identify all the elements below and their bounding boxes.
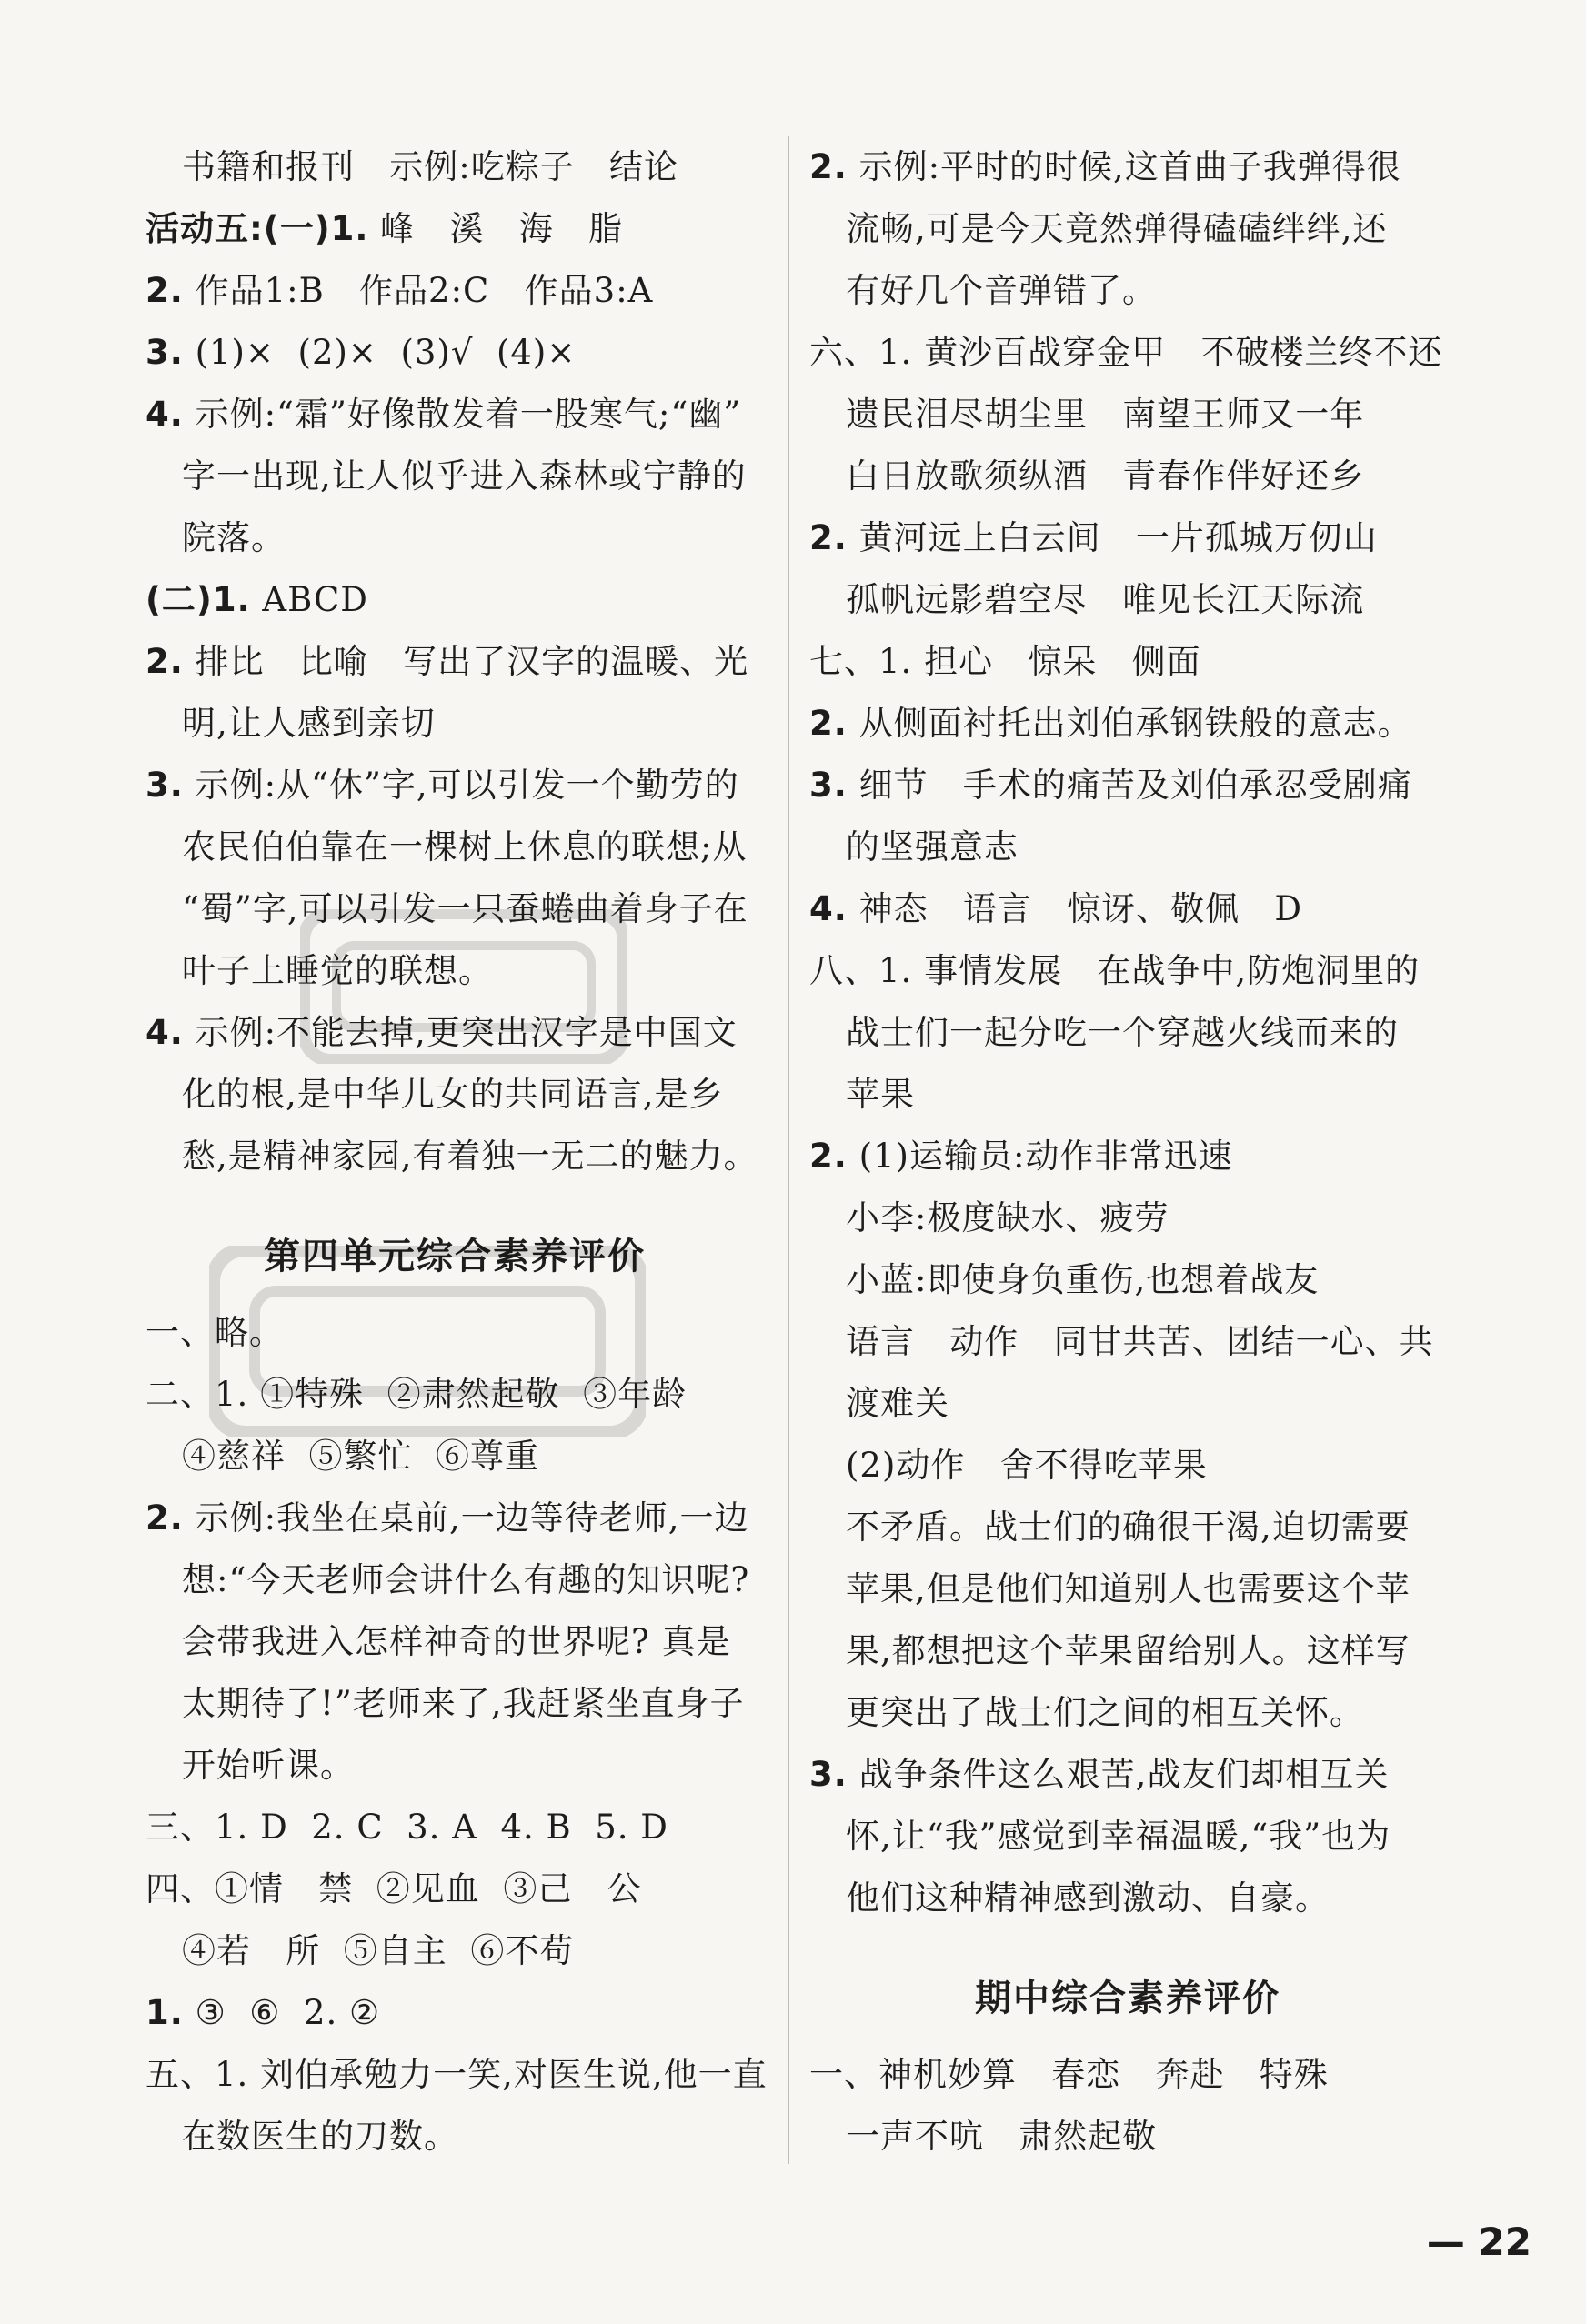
answer-line <box>809 1744 1446 1806</box>
answer-line <box>809 260 1446 322</box>
answer-line <box>146 1426 764 1488</box>
question-number: 2. <box>809 147 848 186</box>
answer-line <box>146 2044 768 2106</box>
answer-text: 细节 手术的痛苦及刘伯承忍受剧痛 <box>847 766 1412 805</box>
answer-line <box>146 878 764 940</box>
answer-text: 不矛盾。战士们的确很干渴,迫切需要 <box>846 1508 1410 1547</box>
answer-text: 三、1. D 2. C 3. A 4. B 5. D <box>146 1808 668 1847</box>
question-number: 活动五:(一)1. <box>146 209 369 248</box>
answer-text: 苹果 <box>846 1075 915 1114</box>
answer-line <box>809 755 1446 816</box>
answer-line <box>146 1126 764 1187</box>
answer-text: 会带我进入怎样神奇的世界呢? 真是 <box>182 1622 731 1661</box>
answer-line <box>146 1797 764 1858</box>
answer-line <box>809 693 1446 755</box>
answer-line <box>146 2106 764 2168</box>
answer-text: 示例:从“休”字,可以引发一个勤劳的 <box>183 766 739 805</box>
page-number: — 22 <box>1426 2219 1531 2264</box>
right-column <box>809 136 1446 2168</box>
answer-text: 太期待了!”老师来了,我赶紧坐直身子 <box>182 1684 745 1723</box>
answer-text: 二、1. ①特殊 ②肃然起敬 ③年龄 <box>146 1375 688 1414</box>
answer-line <box>146 1488 764 1549</box>
answer-line <box>146 755 764 816</box>
answer-text: 字一出现,让人似乎进入森林或宁静的 <box>182 456 747 496</box>
question-number: 3. <box>809 766 848 805</box>
answer-line <box>146 693 764 755</box>
answer-line <box>146 816 764 878</box>
answer-line <box>809 878 1446 940</box>
answer-line <box>809 1558 1446 1620</box>
answer-line <box>146 322 764 384</box>
answer-line <box>809 816 1446 878</box>
question-number: (二)1. <box>146 580 251 619</box>
answer-text: 有好几个音弹错了。 <box>846 271 1157 310</box>
answer-text: 果,都想把这个苹果留给别人。这样写 <box>846 1631 1410 1670</box>
answer-line <box>146 1364 764 1426</box>
answer-text: 峰 溪 海 脂 <box>368 209 624 248</box>
question-number: 4. <box>809 889 848 928</box>
answer-line <box>146 1920 764 1982</box>
answer-line <box>809 384 1446 446</box>
answer-text: 苹果,但是他们知道别人也需要这个苹 <box>846 1569 1410 1608</box>
answer-text: ③ ⑥ 2. ② <box>183 1993 381 2032</box>
answer-text: 一声不吭 肃然起敬 <box>846 2117 1158 2156</box>
answer-text: 想:“今天老师会讲什么有趣的知识呢? <box>182 1560 750 1599</box>
answer-text: 神态 语言 惊讶、敬佩 D <box>847 889 1303 928</box>
answer-line <box>809 940 1446 1002</box>
question-number: 3. <box>146 766 184 805</box>
answer-text: 遗民泪尽胡尘里 南望王师又一年 <box>846 395 1365 434</box>
answer-line <box>146 1549 764 1611</box>
answer-text: 六、1. 黄沙百战穿金甲 不破楼兰终不还 <box>809 333 1443 372</box>
answer-text: 示例:我坐在桌前,一边等待老师,一边 <box>183 1498 749 1538</box>
answer-line <box>809 1682 1446 1744</box>
answer-text: 示例:平时的时候,这首曲子我弹得很 <box>847 147 1401 186</box>
answer-line <box>146 631 764 693</box>
question-number: 4. <box>146 395 184 434</box>
answer-text: 小蓝:即使身负重伤,也想着战友 <box>846 1260 1320 1299</box>
answer-line <box>809 136 1446 198</box>
answer-text: 从侧面衬托出刘伯承钢铁般的意志。 <box>847 704 1412 743</box>
answer-line <box>809 2044 1446 2106</box>
answer-line <box>809 1806 1446 1868</box>
question-number: 2. <box>146 271 184 310</box>
answer-text: ④慈祥 ⑤繁忙 ⑥尊重 <box>182 1437 540 1476</box>
answer-line <box>809 1064 1446 1126</box>
answer-text: 渡难关 <box>846 1384 949 1423</box>
answer-line <box>809 446 1446 507</box>
answer-text: (1)× (2)× (3)√ (4)× <box>183 333 577 372</box>
answer-line <box>146 1302 764 1364</box>
question-number: 1. <box>146 1993 184 2032</box>
answer-line <box>809 569 1446 631</box>
question-number: 2. <box>146 1498 184 1538</box>
answer-text: 流畅,可是今天竟然弹得磕磕绊绊,还 <box>846 209 1388 248</box>
answer-line <box>146 136 764 198</box>
question-number: 2. <box>809 1137 848 1176</box>
answer-text: 明,让人感到亲切 <box>182 704 436 743</box>
answer-text: 书籍和报刊 示例:吃粽子 结论 <box>182 147 679 186</box>
answer-text: 一、神机妙算 春恋 奔赴 特殊 <box>809 2055 1329 2094</box>
answer-line <box>809 1002 1446 1064</box>
answer-text: 他们这种精神感到激动、自豪。 <box>846 1878 1330 1918</box>
answer-text: ABCD <box>250 580 368 619</box>
answer-line <box>809 507 1446 569</box>
answer-text: 孤帆远影碧空尽 唯见长江天际流 <box>846 580 1365 619</box>
right-answers-part1 <box>809 136 1446 1929</box>
answer-line <box>146 1982 764 2044</box>
answer-line <box>146 446 764 507</box>
answer-line <box>809 1620 1446 1682</box>
answer-text: 四、①情 禁 ②见血 ③己 公 <box>146 1869 642 1908</box>
answer-line <box>809 198 1446 260</box>
answer-text: 五、1. 刘伯承勉力一笑,对医生说,他一直 <box>146 2055 768 2094</box>
answer-line <box>809 1373 1446 1435</box>
answer-text: 农民伯伯靠在一棵树上休息的联想;从 <box>182 827 748 866</box>
answer-line <box>809 1126 1446 1187</box>
answer-line <box>146 569 764 631</box>
answer-text: 化的根,是中华儿女的共同语言,是乡 <box>182 1075 724 1114</box>
answer-text: 语言 动作 同甘共苦、团结一心、共 <box>846 1322 1434 1361</box>
question-number: 3. <box>146 333 184 372</box>
answer-text: 作品1:B 作品2:C 作品3:A <box>183 271 654 310</box>
answer-text: 院落。 <box>182 518 286 557</box>
answer-line <box>146 1611 764 1673</box>
answer-text: 白日放歌须纵酒 青春作伴好还乡 <box>846 456 1365 496</box>
answer-line <box>146 260 764 322</box>
answer-text: 示例:“霜”好像散发着一股寒气;“幽” <box>183 395 742 434</box>
answer-line <box>146 1858 764 1920</box>
question-number: 2. <box>809 518 848 557</box>
answer-line <box>809 1311 1446 1373</box>
left-answers-part2 <box>146 1302 768 2168</box>
question-number: 2. <box>809 704 848 743</box>
answer-line <box>146 1002 764 1064</box>
answer-text: 八、1. 事情发展 在战争中,防炮洞里的 <box>809 951 1420 990</box>
question-number: 2. <box>146 642 184 681</box>
answer-text: ④若 所 ⑤自主 ⑥不苟 <box>182 1931 575 1970</box>
answer-text: 更突出了战士们之间的相互关怀。 <box>846 1693 1364 1732</box>
answer-text: 战争条件这么艰苦,战友们却相互关 <box>847 1755 1390 1794</box>
left-column <box>146 136 768 2168</box>
section-title-midterm: 期中综合素养评价 <box>975 1978 1280 2019</box>
answer-line <box>146 1673 764 1735</box>
question-number: 4. <box>146 1013 184 1052</box>
answer-text: 在数医生的刀数。 <box>182 2117 458 2156</box>
answer-line <box>146 1735 764 1797</box>
answer-text: 一、略。 <box>146 1313 284 1352</box>
answer-line <box>809 1187 1446 1249</box>
section-title-unit4: 第四单元综合素养评价 <box>264 1236 646 1277</box>
answer-text: 排比 比喻 写出了汉字的温暖、光 <box>183 642 749 681</box>
answer-text: 叶子上睡觉的联想。 <box>182 951 493 990</box>
question-number: 3. <box>809 1755 848 1794</box>
answer-line <box>809 631 1446 693</box>
answer-line <box>809 1868 1446 1929</box>
answer-line <box>146 198 764 260</box>
answer-text: 怀,让“我”感觉到幸福温暖,“我”也为 <box>846 1817 1391 1856</box>
answer-line <box>809 1497 1446 1558</box>
right-answers-part2 <box>809 2044 1446 2168</box>
answer-text: (2)动作 舍不得吃苹果 <box>846 1446 1208 1485</box>
column-divider <box>788 136 789 2164</box>
answer-text: 七、1. 担心 惊呆 侧面 <box>809 642 1201 681</box>
answer-text: (1)运输员:动作非常迅速 <box>847 1137 1233 1176</box>
answer-text: “蜀”字,可以引发一只蚕蜷曲着身子在 <box>182 889 748 928</box>
answer-line <box>809 1435 1446 1497</box>
answer-line <box>146 507 764 569</box>
answer-line <box>809 322 1446 384</box>
answer-text: 战士们一起分吃一个穿越火线而来的 <box>846 1013 1399 1052</box>
left-answers-part1 <box>146 136 764 1187</box>
answer-line <box>809 2106 1446 2168</box>
answer-line <box>809 1249 1446 1311</box>
answer-text: 的坚强意志 <box>846 827 1019 866</box>
answer-text: 示例:不能去掉,更突出汉字是中国文 <box>183 1013 738 1052</box>
answer-line <box>146 384 764 446</box>
answer-text: 黄河远上白云间 一片孤城万仞山 <box>847 518 1378 557</box>
answer-text: 愁,是精神家园,有着独一无二的魅力。 <box>182 1137 758 1176</box>
answer-text: 开始听课。 <box>182 1746 355 1785</box>
answer-line <box>146 1064 764 1126</box>
answer-text: 小李:极度缺水、疲劳 <box>846 1198 1169 1237</box>
answer-line <box>146 940 764 1002</box>
